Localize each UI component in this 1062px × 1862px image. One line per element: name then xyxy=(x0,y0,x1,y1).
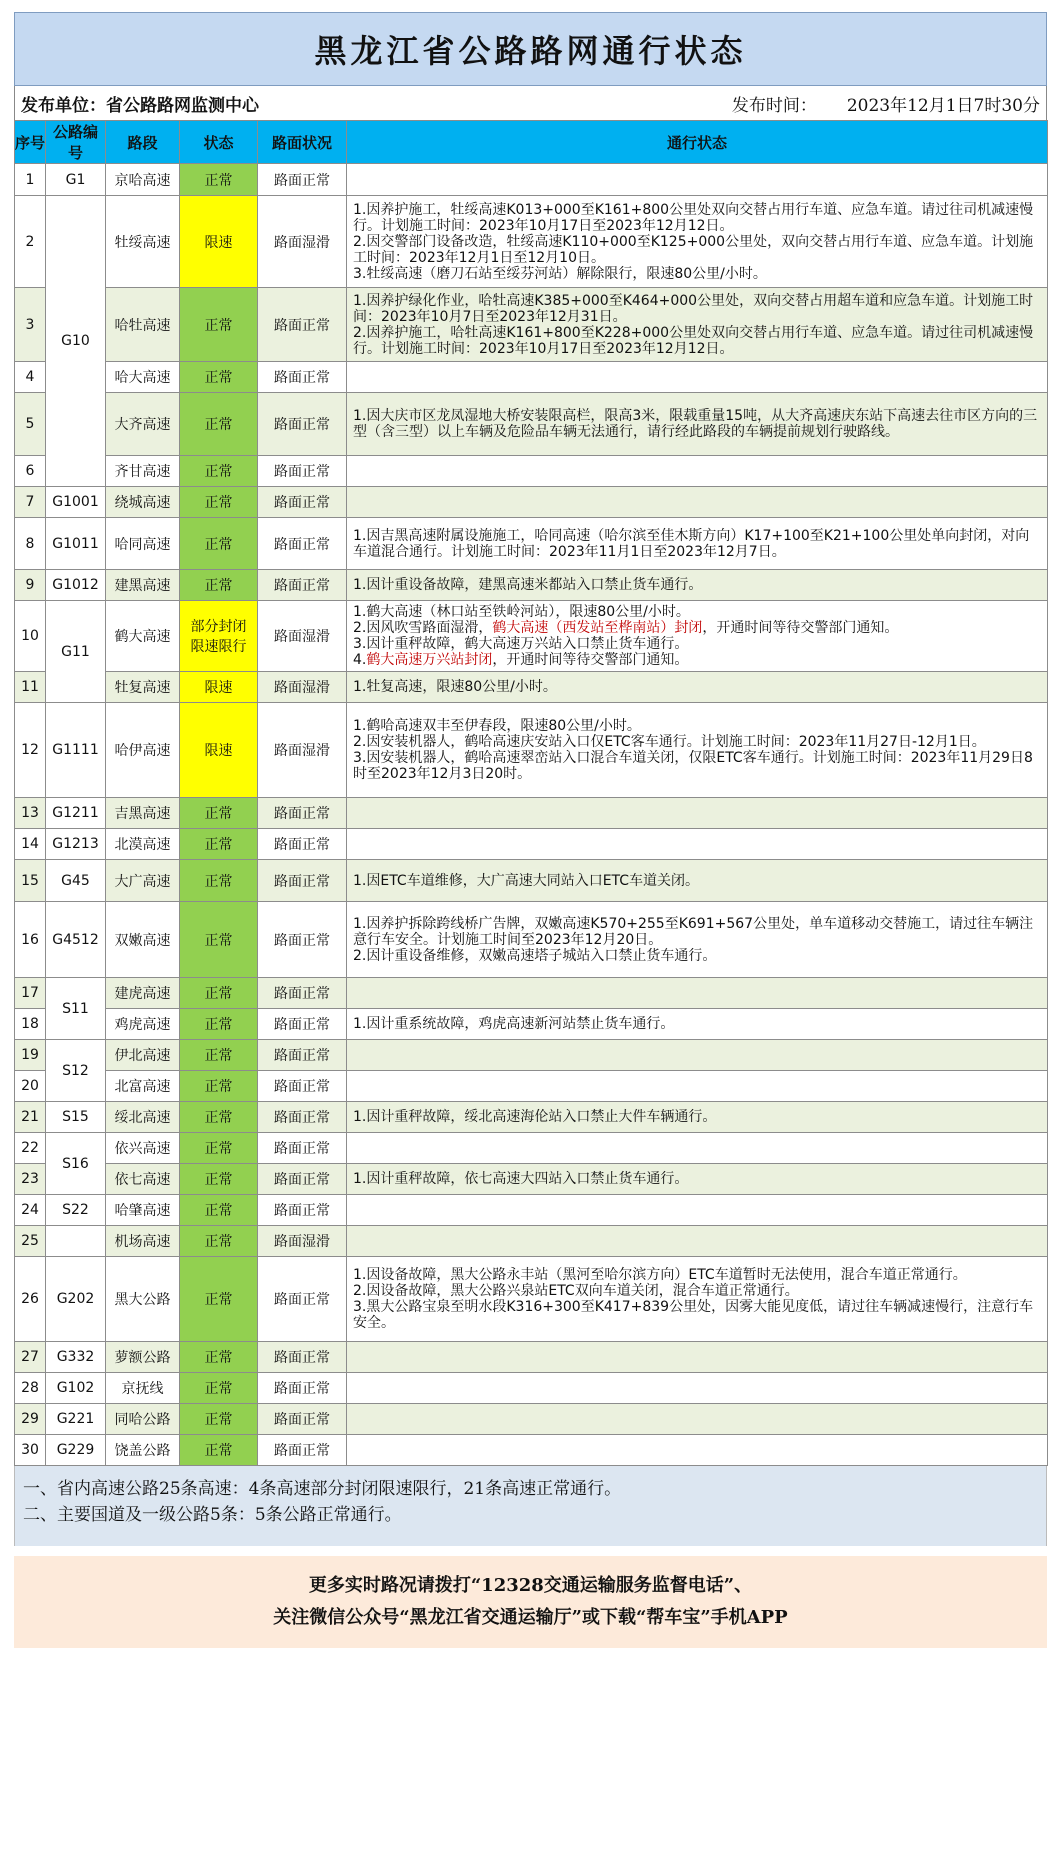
status-badge: 正常 xyxy=(180,1009,258,1040)
road-surface: 路面正常 xyxy=(258,288,347,362)
page-title: 黑龙江省公路路网通行状态 xyxy=(14,12,1047,86)
table-row xyxy=(15,1133,1048,1164)
header-segment: 路段 xyxy=(106,121,180,164)
row-index: 29 xyxy=(15,1404,46,1435)
table-row xyxy=(15,1342,1048,1373)
road-code xyxy=(46,1226,106,1257)
row-index: 22 xyxy=(15,1133,46,1164)
row-index: 11 xyxy=(15,672,46,703)
segment-name: 北富高速 xyxy=(106,1071,180,1102)
status-badge: 正常 xyxy=(180,288,258,362)
segment-name: 北漠高速 xyxy=(106,829,180,860)
status-badge: 正常 xyxy=(180,518,258,570)
traffic-notes xyxy=(347,1133,1048,1164)
road-code: G1213 xyxy=(46,829,106,860)
row-index: 5 xyxy=(15,393,46,456)
segment-name: 京哈高速 xyxy=(106,164,180,196)
table-row xyxy=(15,1040,1048,1071)
publisher: 发布单位：省公路路网监测中心 xyxy=(21,95,259,116)
road-surface: 路面正常 xyxy=(258,1435,347,1466)
segment-name: 京抚线 xyxy=(106,1373,180,1404)
road-code: G1 xyxy=(46,164,106,196)
status-badge: 正常 xyxy=(180,1133,258,1164)
traffic-notes xyxy=(347,1009,1048,1040)
traffic-notes xyxy=(347,1404,1048,1435)
segment-name: 依七高速 xyxy=(106,1164,180,1195)
road-surface: 路面正常 xyxy=(258,1195,347,1226)
status-badge: 限速 xyxy=(180,196,258,288)
table-row xyxy=(15,456,1048,487)
closure-highlight: 鹤大高速（西发站至桦南站）封闭 xyxy=(492,620,703,636)
status-badge: 正常 xyxy=(180,1373,258,1404)
footer-line: 更多实时路况请拨打“12328交通运输服务监督电话”、 xyxy=(308,1575,753,1596)
road-code: G11 xyxy=(46,601,106,703)
summary-line: 二、主要国道及一级公路5条：5条公路正常通行。 xyxy=(23,1505,402,1525)
row-index: 8 xyxy=(15,518,46,570)
road-surface: 路面正常 xyxy=(258,798,347,829)
traffic-notes xyxy=(347,570,1048,601)
segment-name: 鹤大高速 xyxy=(106,601,180,672)
traffic-notes xyxy=(347,362,1048,393)
closure-highlight: 鹤大高速万兴站封闭 xyxy=(366,652,493,668)
row-index: 14 xyxy=(15,829,46,860)
road-code: G1111 xyxy=(46,703,106,798)
segment-name: 饶盖公路 xyxy=(106,1435,180,1466)
traffic-note-line: 1.因养护拆除跨线桥广告牌，双嫩高速K570+255至K691+567公里处，单车道移动交替施工，请过往车辆注意行车安全。计划施工时间至2023年12月20日。 xyxy=(353,915,1034,948)
road-surface: 路面正常 xyxy=(258,1404,347,1435)
table-row xyxy=(15,362,1048,393)
traffic-notes xyxy=(347,393,1048,456)
table-row xyxy=(15,601,1048,672)
row-index: 25 xyxy=(15,1226,46,1257)
segment-name: 同哈公路 xyxy=(106,1404,180,1435)
traffic-notes xyxy=(347,1342,1048,1373)
road-code: G102 xyxy=(46,1373,106,1404)
segment-name: 哈同高速 xyxy=(106,518,180,570)
status-table xyxy=(14,120,1048,1466)
status-badge: 部分封闭 限速限行 xyxy=(180,601,258,672)
segment-name: 萝额公路 xyxy=(106,1342,180,1373)
table-row xyxy=(15,1009,1048,1040)
traffic-note-line: 3.牡绥高速（磨刀石站至绥芬河站）解除限行，限速80公里/小时。 xyxy=(353,265,767,282)
traffic-note-line: 1.因大庆市区龙凤湿地大桥安装限高栏，限高3米，限载重量15吨，从大齐高速庆东站下高速去往市区方向的三型（含三型）以上车辆及危险品车辆无法通行，请行经此路段的车辆提前规划行驶路线。 xyxy=(353,408,1038,440)
traffic-notes xyxy=(347,1257,1048,1342)
publish-time-group xyxy=(732,91,1040,116)
road-surface: 路面正常 xyxy=(258,860,347,902)
road-surface: 路面湿滑 xyxy=(258,196,347,288)
row-index: 16 xyxy=(15,902,46,978)
row-index: 23 xyxy=(15,1164,46,1195)
traffic-note-line: 1.因计重秤故障，依七高速大四站入口禁止货车通行。 xyxy=(353,1171,689,1187)
hotline-footer xyxy=(14,1556,1047,1648)
road-code: G4512 xyxy=(46,902,106,978)
table-row xyxy=(15,703,1048,798)
segment-name: 大广高速 xyxy=(106,860,180,902)
traffic-note-line: 1.因计重设备故障，建黑高速米都站入口禁止货车通行。 xyxy=(353,577,703,593)
traffic-notes xyxy=(347,672,1048,703)
table-row xyxy=(15,672,1048,703)
road-code: G1012 xyxy=(46,570,106,601)
road-surface: 路面正常 xyxy=(258,1257,347,1342)
road-code: S12 xyxy=(46,1040,106,1102)
row-index: 4 xyxy=(15,362,46,393)
road-code: G1211 xyxy=(46,798,106,829)
table-row xyxy=(15,829,1048,860)
traffic-notes xyxy=(347,1435,1048,1466)
table-row xyxy=(15,196,1048,288)
table-row xyxy=(15,798,1048,829)
traffic-notes xyxy=(347,860,1048,902)
header-surface: 路面状况 xyxy=(258,121,347,164)
traffic-notes xyxy=(347,1164,1048,1195)
road-surface: 路面正常 xyxy=(258,1164,347,1195)
status-badge: 正常 xyxy=(180,829,258,860)
publish-time: 2023年12月1日7时30分 xyxy=(846,95,1040,116)
status-badge: 正常 xyxy=(180,393,258,456)
info-bar xyxy=(14,86,1047,120)
status-badge: 正常 xyxy=(180,487,258,518)
traffic-note-line: 1.因计重系统故障，鸡虎高速新河站禁止货车通行。 xyxy=(353,1016,675,1032)
publish-time-label: 发布时间： xyxy=(731,95,817,116)
table-body xyxy=(15,164,1048,1466)
road-code: G1001 xyxy=(46,487,106,518)
table-row xyxy=(15,1071,1048,1102)
traffic-notes xyxy=(347,703,1048,798)
traffic-note-line: 1.因设备故障，黑大公路永丰站（黑河至哈尔滨方向）ETC车道暂时无法使用，混合车道正常通行。 xyxy=(353,1267,967,1283)
row-index: 13 xyxy=(15,798,46,829)
traffic-notes xyxy=(347,601,1048,672)
row-index: 2 xyxy=(15,196,46,288)
road-code: G332 xyxy=(46,1342,106,1373)
table-row xyxy=(15,518,1048,570)
row-index: 17 xyxy=(15,978,46,1009)
status-badge: 正常 xyxy=(180,570,258,601)
row-index: 28 xyxy=(15,1373,46,1404)
table-row xyxy=(15,978,1048,1009)
road-surface: 路面正常 xyxy=(258,1009,347,1040)
road-code: S22 xyxy=(46,1195,106,1226)
road-surface: 路面正常 xyxy=(258,518,347,570)
road-code: G45 xyxy=(46,860,106,902)
segment-name: 哈牡高速 xyxy=(106,288,180,362)
traffic-notes xyxy=(347,487,1048,518)
traffic-note-line: 1.鹤大高速（林口站至铁岭河站），限速80公里/小时。 xyxy=(353,604,690,620)
traffic-note-line: 1.因ETC车道维修，大广高速大同站入口ETC车道关闭。 xyxy=(353,872,700,889)
segment-name: 伊北高速 xyxy=(106,1040,180,1071)
traffic-notes xyxy=(347,1226,1048,1257)
traffic-notes xyxy=(347,978,1048,1009)
status-badge: 正常 xyxy=(180,798,258,829)
status-badge: 限速 xyxy=(180,672,258,703)
traffic-note-line: 4.鹤大高速万兴站封闭，开通时间等待交警部门通知。 xyxy=(353,652,689,668)
row-index: 19 xyxy=(15,1040,46,1071)
header-road-code: 公路编号 xyxy=(46,121,106,164)
status-badge: 正常 xyxy=(180,978,258,1009)
segment-name: 绥北高速 xyxy=(106,1102,180,1133)
road-code: G10 xyxy=(46,196,106,487)
status-badge: 正常 xyxy=(180,1195,258,1226)
traffic-note-line: 1.牡复高速，限速80公里/小时。 xyxy=(353,679,557,695)
table-row xyxy=(15,288,1048,362)
traffic-notes xyxy=(347,1373,1048,1404)
traffic-note-line: 1.因养护绿化作业，哈牡高速K385+000至K464+000公里处，双向交替占用超车道和应急车道。计划施工时间：2023年10月7日至2023年12月31日。 xyxy=(353,292,1034,325)
segment-name: 建黑高速 xyxy=(106,570,180,601)
traffic-notes xyxy=(347,829,1048,860)
table-row xyxy=(15,393,1048,456)
footer-line: 关注微信公众号“黑龙江省交通运输厅”或下载“帮车宝”手机APP xyxy=(273,1607,788,1628)
road-code: S15 xyxy=(46,1102,106,1133)
status-badge: 正常 xyxy=(180,1164,258,1195)
status-badge: 正常 xyxy=(180,860,258,902)
status-badge: 正常 xyxy=(180,1404,258,1435)
row-index: 30 xyxy=(15,1435,46,1466)
road-code: G229 xyxy=(46,1435,106,1466)
row-index: 12 xyxy=(15,703,46,798)
status-badge: 正常 xyxy=(180,456,258,487)
row-index: 20 xyxy=(15,1071,46,1102)
traffic-note-line: 2.因计重设备维修，双嫩高速塔子城站入口禁止货车通行。 xyxy=(353,947,717,964)
status-badge: 正常 xyxy=(180,1102,258,1133)
road-surface: 路面正常 xyxy=(258,829,347,860)
status-badge: 正常 xyxy=(180,1040,258,1071)
traffic-note-line: 1.因吉黑高速附属设施施工，哈同高速（哈尔滨至佳木斯方向）K17+100至K21+100公里处单向封闭，对向车道混合通行。计划施工时间：2023年11月1日至2023年12月7日。 xyxy=(353,527,1030,560)
status-badge: 正常 xyxy=(180,164,258,196)
road-surface: 路面湿滑 xyxy=(258,601,347,672)
table-row xyxy=(15,1195,1048,1226)
traffic-notes xyxy=(347,196,1048,288)
traffic-notes xyxy=(347,288,1048,362)
row-index: 9 xyxy=(15,570,46,601)
traffic-note-line: 1.鹤哈高速双丰至伊春段，限速80公里/小时。 xyxy=(353,718,641,734)
traffic-note-line: 2.因设备故障，黑大公路兴泉站ETC双向车道关闭，混合车道正常通行。 xyxy=(353,1283,799,1299)
summary-line: 一、省内高速公路25条高速：4条高速部分封闭限速限行，21条高速正常通行。 xyxy=(23,1479,622,1499)
traffic-status-sheet xyxy=(14,12,1047,1850)
road-surface: 路面正常 xyxy=(258,1373,347,1404)
traffic-note-line: 3.因安装机器人，鹤哈高速翠峦站入口混合车道关闭，仅限ETC客车通行。计划施工时间：2023年11月29日8时至2023年12月3日20时。 xyxy=(353,750,1033,782)
road-surface: 路面正常 xyxy=(258,393,347,456)
segment-name: 大齐高速 xyxy=(106,393,180,456)
road-surface: 路面正常 xyxy=(258,164,347,196)
table-row xyxy=(15,1164,1048,1195)
road-code: S16 xyxy=(46,1133,106,1195)
summary-box xyxy=(14,1466,1047,1546)
row-index: 26 xyxy=(15,1257,46,1342)
traffic-notes xyxy=(347,164,1048,196)
row-index: 10 xyxy=(15,601,46,672)
road-surface: 路面正常 xyxy=(258,456,347,487)
table-row xyxy=(15,570,1048,601)
road-surface: 路面正常 xyxy=(258,1102,347,1133)
header-index: 序号 xyxy=(15,121,46,164)
status-badge: 正常 xyxy=(180,1071,258,1102)
segment-name: 双嫩高速 xyxy=(106,902,180,978)
road-surface: 路面正常 xyxy=(258,978,347,1009)
table-row xyxy=(15,487,1048,518)
status-badge: 限速 xyxy=(180,703,258,798)
road-surface: 路面正常 xyxy=(258,1040,347,1071)
table-header-row xyxy=(15,121,1048,164)
road-surface: 路面正常 xyxy=(258,1342,347,1373)
segment-name: 哈肇高速 xyxy=(106,1195,180,1226)
segment-name: 建虎高速 xyxy=(106,978,180,1009)
segment-name: 绕城高速 xyxy=(106,487,180,518)
traffic-note-line: 3.黑大公路宝泉至明水段K316+300至K417+839公里处，因雾大能见度低，请过往车辆减速慢行，注意行车安全。 xyxy=(353,1299,1034,1331)
segment-name: 鸡虎高速 xyxy=(106,1009,180,1040)
table-row xyxy=(15,1373,1048,1404)
traffic-notes xyxy=(347,1040,1048,1071)
table-row xyxy=(15,1102,1048,1133)
status-badge: 正常 xyxy=(180,1226,258,1257)
traffic-notes xyxy=(347,798,1048,829)
traffic-note-line: 2.因安装机器人，鹤哈高速庆安站入口仅ETC客车通行。计划施工时间：2023年11月27日-12月1日。 xyxy=(353,734,986,750)
segment-name: 依兴高速 xyxy=(106,1133,180,1164)
traffic-note-line: 2.因风吹雪路面湿滑，鹤大高速（西发站至桦南站）封闭，开通时间等待交警部门通知。 xyxy=(353,620,899,636)
traffic-notes xyxy=(347,456,1048,487)
row-index: 7 xyxy=(15,487,46,518)
status-badge: 正常 xyxy=(180,1435,258,1466)
table-row xyxy=(15,164,1048,196)
traffic-notes xyxy=(347,1195,1048,1226)
segment-name: 机场高速 xyxy=(106,1226,180,1257)
traffic-note-line: 1.因计重秤故障，绥北高速海伦站入口禁止大件车辆通行。 xyxy=(353,1109,717,1125)
road-surface: 路面正常 xyxy=(258,487,347,518)
road-surface: 路面正常 xyxy=(258,1133,347,1164)
segment-name: 齐甘高速 xyxy=(106,456,180,487)
road-surface: 路面湿滑 xyxy=(258,672,347,703)
row-index: 24 xyxy=(15,1195,46,1226)
row-index: 15 xyxy=(15,860,46,902)
road-surface: 路面正常 xyxy=(258,570,347,601)
traffic-note-line: 2.因交警部门设备改造，牡绥高速K110+000至K125+000公里处，双向交替占用行车道、应急车道。计划施工时间：2023年12月1日至12月10日。 xyxy=(353,233,1034,266)
segment-name: 哈大高速 xyxy=(106,362,180,393)
table-row xyxy=(15,860,1048,902)
table-row xyxy=(15,1226,1048,1257)
segment-name: 黑大公路 xyxy=(106,1257,180,1342)
road-surface: 路面湿滑 xyxy=(258,703,347,798)
segment-name: 牡绥高速 xyxy=(106,196,180,288)
traffic-notes xyxy=(347,902,1048,978)
road-surface: 路面正常 xyxy=(258,362,347,393)
segment-name: 吉黑高速 xyxy=(106,798,180,829)
traffic-notes xyxy=(347,1071,1048,1102)
row-index: 27 xyxy=(15,1342,46,1373)
row-index: 6 xyxy=(15,456,46,487)
road-surface: 路面正常 xyxy=(258,1071,347,1102)
table-row xyxy=(15,1404,1048,1435)
row-index: 1 xyxy=(15,164,46,196)
status-badge: 正常 xyxy=(180,1257,258,1342)
road-code: G1011 xyxy=(46,518,106,570)
status-badge: 正常 xyxy=(180,362,258,393)
road-code: S11 xyxy=(46,978,106,1040)
segment-name: 哈伊高速 xyxy=(106,703,180,798)
segment-name: 牡复高速 xyxy=(106,672,180,703)
traffic-note-line: 3.因计重秤故障，鹤大高速万兴站入口禁止货车通行。 xyxy=(353,636,689,652)
road-code: G202 xyxy=(46,1257,106,1342)
table-row xyxy=(15,1257,1048,1342)
traffic-notes xyxy=(347,518,1048,570)
road-surface: 路面湿滑 xyxy=(258,1226,347,1257)
traffic-notes xyxy=(347,1102,1048,1133)
status-badge: 正常 xyxy=(180,902,258,978)
status-badge: 正常 xyxy=(180,1342,258,1373)
header-traffic-notes: 通行状态 xyxy=(347,121,1048,164)
table-row xyxy=(15,1435,1048,1466)
table-row xyxy=(15,902,1048,978)
row-index: 3 xyxy=(15,288,46,362)
road-code: G221 xyxy=(46,1404,106,1435)
traffic-note-line: 1.因养护施工，牡绥高速K013+000至K161+800公里处双向交替占用行车道、应急车道。请过往司机减速慢行。计划施工时间：2023年10月17日至2023年12月12日。 xyxy=(353,201,1034,234)
row-index: 18 xyxy=(15,1009,46,1040)
row-index: 21 xyxy=(15,1102,46,1133)
road-surface: 路面正常 xyxy=(258,902,347,978)
header-status: 状态 xyxy=(180,121,258,164)
traffic-note-line: 2.因养护施工，哈牡高速K161+800至K228+000公里处双向交替占用行车道、应急车道。请过往司机减速慢行。计划施工时间：2023年10月17日至2023年12月12日。 xyxy=(353,324,1034,357)
